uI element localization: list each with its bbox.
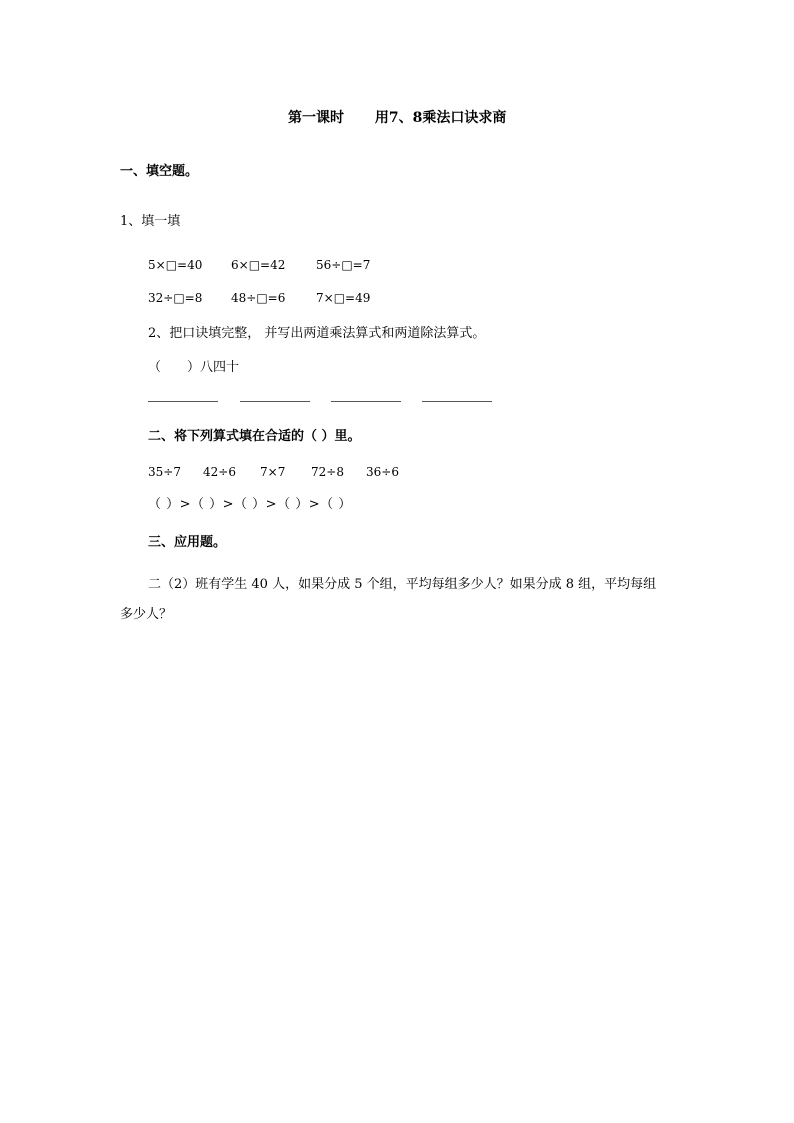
q1-label: 1、填一填 (120, 214, 181, 229)
q1-item: 56÷□=7 (316, 258, 371, 272)
q1-item: 32÷□=8 (148, 291, 203, 305)
q1-item: 48÷□=6 (231, 291, 286, 305)
problem-line-1: 二（2）班有学生 40 人，如果分成 5 个组，平均每组多少人？如果分成 8 组，平均每组 (148, 577, 657, 592)
expression: 7×7 (260, 465, 286, 479)
section2-heading: 二、将下列算式填在合适的（ ）里。 (148, 429, 361, 444)
q1-item: 7×□=49 (316, 291, 371, 305)
q2-label: 2、把口诀填完整， 并写出两道乘法算式和两道除法算式。 (148, 326, 486, 341)
expression: 72÷8 (311, 465, 344, 479)
expression: 36÷6 (366, 465, 399, 479)
title-lesson: 第一课时 (288, 110, 344, 126)
section3-heading: 三、应用题。 (148, 535, 227, 550)
answer-blank[interactable] (331, 401, 401, 402)
q1-item: 5×□=40 (148, 258, 203, 272)
comparison-row: （ ）>（ ）>（ ）>（ ）>（ ） (148, 497, 352, 512)
q1-item: 6×□=42 (231, 258, 286, 272)
q2-mnemonic: （ ）八四十 (148, 360, 240, 375)
problem-line-2: 多少人？ (120, 607, 173, 622)
section1-heading: 一、填空题。 (120, 164, 199, 179)
page-title (288, 110, 506, 126)
expression: 42÷6 (203, 465, 236, 479)
title-topic: 用7、8乘法口诀求商 (374, 110, 507, 126)
expression: 35÷7 (148, 465, 181, 479)
answer-blank[interactable] (422, 401, 492, 402)
answer-blank[interactable] (148, 401, 218, 402)
answer-blank[interactable] (240, 401, 310, 402)
